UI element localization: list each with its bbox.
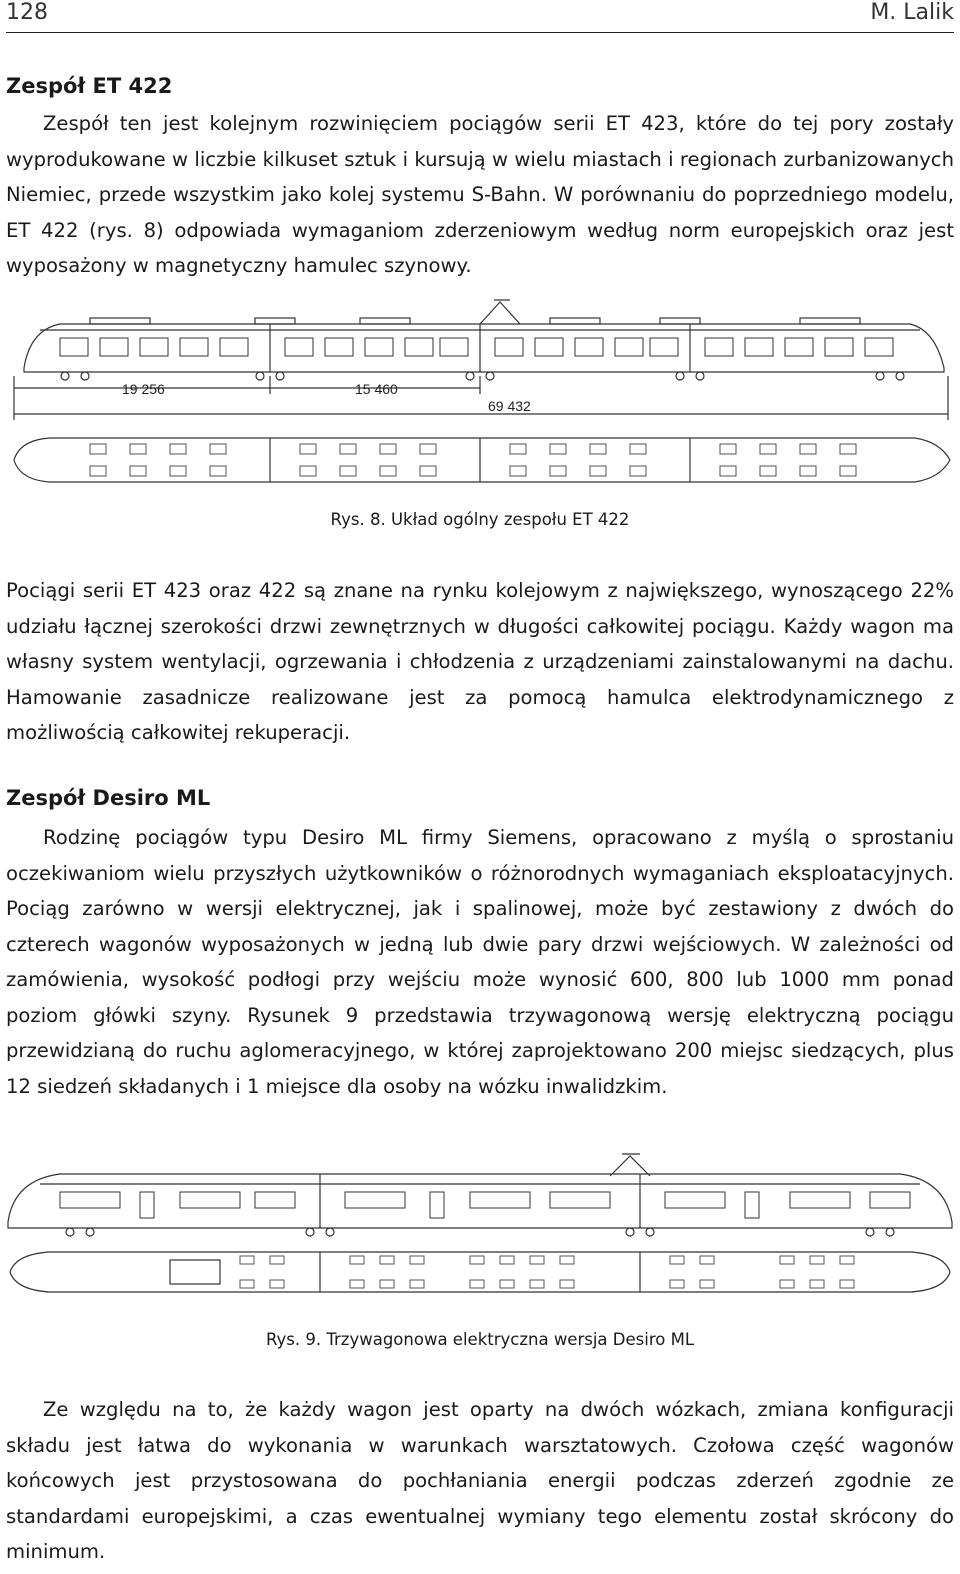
paragraph-et422-intro: Zespół ten jest kolejnym rozwinięciem pociągów serii ET 423, które do tej pory zostały wyprodukowane w liczbie kilkuset sztuk i kursują w wielu miastach i regionach zurbanizowanych Niemiec, przede wszystkim jako kolej systemu S-Bahn. W porównaniu do poprzedniego modelu, ET 422 (rys. 8) odpowiada wymaganiom zderzeniowym według norm europejskich oraz jest wyposażony w magnetyczny hamulec szynowy. (6, 112, 954, 277)
paragraph-et423-422: Pociągi serii ET 423 oraz 422 są znane na rynku kolejowym z największego, wynoszącego 22% udziału łącznej szerokości drzwi zewnętrznych w długości całkowitej pociągu. Każdy wagon ma własny system wentylacji, ogrzewania i chłodzenia z urządzeniami zainstalowanymi na dachu. Hamowanie zasadnicze realizowane jest za pomocą hamulca elektrodynamicznego z możliwością całkowitej rekuperacji. (6, 579, 954, 744)
page-header (6, 0, 954, 33)
figure-8-drawing (0, 290, 960, 490)
running-author: M. Lalik (870, 0, 954, 25)
figure-8-caption: Rys. 8. Układ ogólny zespołu ET 422 (330, 510, 630, 529)
figure-9-drawing (0, 1150, 960, 1310)
page-number: 128 (6, 0, 48, 25)
paragraph-desiro-intro: Rodzinę pociągów typu Desiro ML firmy Siemens, opracowano z myślą o sprostaniu oczekiwaniom wielu przyszłych użytkowników o różnorodnych wymaganiach eksploatacyjnych. Pociąg zarówno w wersji elektrycznej, jak i spalinowej, może być zestawiony z dwóch do czterech wagonów wyposażonych w jedną lub dwie pary drzwi wejściowych. W zależności od zamówienia, wysokość podłogi przy wejściu może wynosić 600, 800 lub 1000 mm ponad poziom główki szyny. Rysunek 9 przedstawia trzywagonową wersję elektryczną pociągu przewidzianą do ruchu aglomeracyjnego, w której zaprojektowano 200 miejsc siedzących, plus 12 siedzeń składanych i 1 miejsce dla osoby na wózku inwalidzkim. (6, 826, 954, 1098)
dimension-label-middle-car: 15 460 (355, 381, 398, 397)
dimension-label-first-car: 19 256 (122, 381, 165, 397)
paragraph-configuration: Ze względu na to, że każdy wagon jest oparty na dwóch wózkach, zmiana konfiguracji składu jest łatwa do wykonania w warunkach warsztatowych. Czołowa część wagonów końcowych jest przystosowana do pochłaniania energii podczas zderzeń zgodnie ze standardami europejskimi, a czas ewentualnej wymiany tego elementu został skrócony do minimum. (6, 1398, 954, 1563)
section-heading-et422: Zespół ET 422 (6, 74, 173, 98)
dimension-label-total-length: 69 432 (488, 398, 531, 414)
figure-9-caption: Rys. 9. Trzywagonowa elektryczna wersja Desiro ML (265, 1330, 695, 1349)
section-heading-desiro: Zespół Desiro ML (6, 786, 211, 810)
